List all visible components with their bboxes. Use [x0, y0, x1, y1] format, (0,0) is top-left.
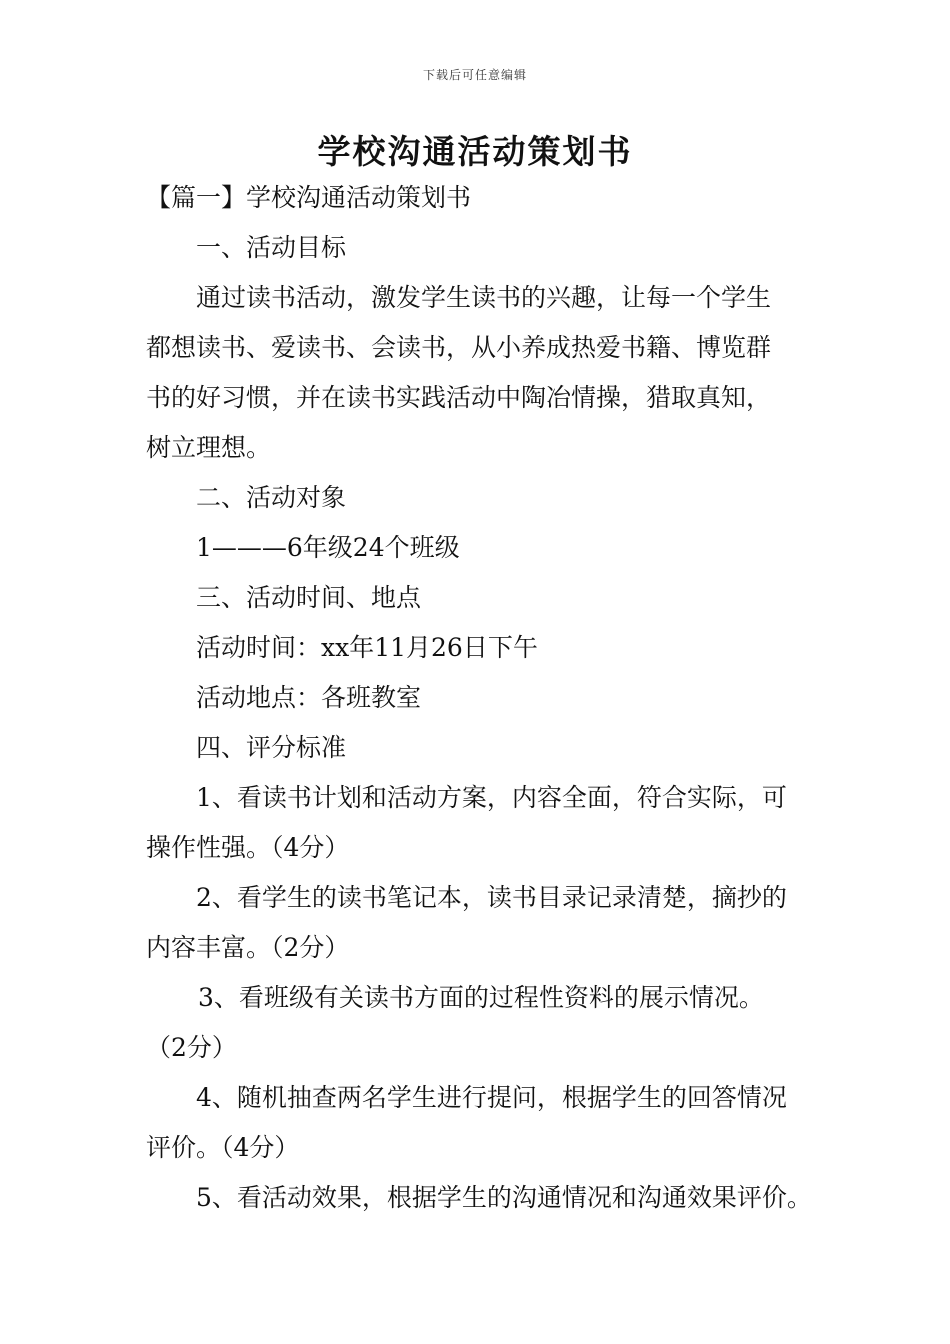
list-item-line: 3、看班级有关读书方面的过程性资料的展示情况。	[198, 983, 764, 1012]
paragraph-line: 书的好习惯，并在读书实践活动中陶冶情操，猎取真知，	[146, 383, 772, 412]
list-item-line: 5、看活动效果，根据学生的沟通情况和沟通效果评价。	[196, 1183, 812, 1212]
paragraph-line: 1———6年级24个班级	[196, 533, 460, 562]
document-title: 学校沟通活动策划书	[317, 132, 633, 171]
list-item-line: 2、看学生的读书笔记本，读书目录记录清楚，摘抄的	[196, 883, 787, 912]
heading-activity-goal: 一、活动目标	[196, 233, 347, 262]
heading-scoring-criteria: 四、评分标准	[196, 733, 347, 762]
paragraph-line: 通过读书活动，激发学生读书的兴趣，让每一个学生	[196, 283, 772, 312]
paragraph-line: 活动地点：各班教室	[196, 683, 422, 712]
list-item-line: 1、看读书计划和活动方案，内容全面，符合实际，可	[196, 783, 787, 812]
list-item-line: （2分）	[146, 1033, 237, 1062]
header-note: 下载后可任意编辑	[422, 68, 527, 82]
paragraph-line: 树立理想。	[146, 433, 272, 462]
list-item-line: 4、随机抽查两名学生进行提问，根据学生的回答情况	[196, 1083, 787, 1112]
paragraph-line: 都想读书、爱读书、会读书，从小养成热爱书籍、博览群	[146, 333, 772, 362]
list-item-line: 评价。（4分）	[146, 1133, 300, 1162]
paragraph-line: 活动时间：xx年11月26日下午	[196, 633, 538, 662]
section-heading-part-one: 【篇一】学校沟通活动策划书	[146, 183, 472, 212]
list-item-line: 内容丰富。（2分）	[146, 933, 350, 962]
heading-activity-target: 二、活动对象	[196, 483, 347, 512]
heading-time-place: 三、活动时间、地点	[196, 583, 422, 612]
list-item-line: 操作性强。（4分）	[146, 833, 350, 862]
